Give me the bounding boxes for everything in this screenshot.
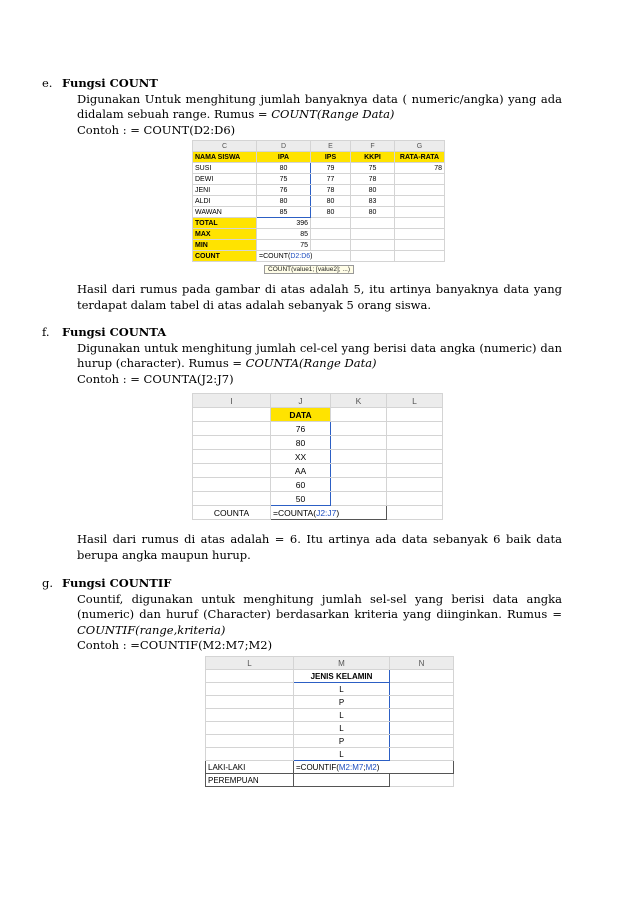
count-column-header-row (193, 141, 445, 152)
cell: L (294, 748, 390, 761)
cell: L (294, 722, 390, 735)
count-label: COUNT (193, 251, 257, 262)
cell: L (294, 709, 390, 722)
cell: 80 (351, 207, 395, 218)
countif-rumus-line (77, 623, 562, 639)
countif-formula-cell[interactable]: =COUNTIF(M2:M7;M2) (294, 761, 454, 774)
formula-range: D2:D6 (290, 252, 311, 260)
cell: WAWAN (193, 207, 257, 218)
table-row (206, 696, 454, 709)
countif-letter: g. (42, 576, 54, 590)
countif-title: Fungsi COUNTIF (62, 576, 172, 590)
col-header: L (206, 657, 294, 670)
count-formula-cell[interactable]: =COUNT(D2:D6) (257, 251, 351, 262)
cell: XX (271, 450, 331, 464)
header-cell: IPA (257, 152, 311, 163)
formula-tooltip: COUNT(value1; [value2]; ...) (264, 265, 354, 274)
counta-spreadsheet (192, 393, 443, 520)
counta-heading (42, 325, 562, 341)
col-header: E (311, 141, 351, 152)
counta-column-header-row (193, 394, 443, 408)
count-description: Digunakan Untuk menghitung jumlah banyaknya data ( numeric/angka) yang ada didalam sebuah range. Rumus = COUNT(Range Data) (77, 91, 562, 121)
cell (395, 196, 445, 207)
formula-range: M2:M7 (338, 762, 364, 772)
table-row (193, 436, 443, 450)
counta-rumus: COUNTA(Range Data) (245, 356, 377, 370)
cell: 76 (271, 422, 331, 436)
cell: 78 (395, 163, 445, 174)
header-cell: KKPI (351, 152, 395, 163)
col-header: K (331, 394, 387, 408)
table-row (193, 163, 445, 174)
table-row (193, 450, 443, 464)
summary-label: MAX (193, 229, 257, 240)
count-rumus: COUNT(Range Data) (271, 107, 395, 121)
col-header: N (390, 657, 454, 670)
cell: 80 (257, 196, 311, 207)
cell: P (294, 696, 390, 709)
cell: 80 (311, 207, 351, 218)
counta-result-text: Hasil dari rumus di atas adalah = 6. Itu artinya ada data sebanyak 6 baik data berupa angka maupun hurup. (77, 532, 562, 562)
perempuan-label: PEREMPUAN (206, 774, 294, 787)
counta-label: COUNTA (193, 506, 271, 520)
countif-contoh: Contoh : =COUNTIF(M2:M7;M2) (77, 638, 273, 652)
table-row (206, 709, 454, 722)
summary-value: 75 (257, 240, 311, 251)
cell: 78 (351, 174, 395, 185)
summary-label: MIN (193, 240, 257, 251)
cell: 80 (351, 185, 395, 196)
table-row (193, 492, 443, 506)
counta-formula-cell[interactable]: =COUNTA(J2:J7) (271, 506, 387, 520)
table-row (193, 207, 445, 218)
summary-value: 396 (257, 218, 311, 229)
col-header: L (387, 394, 443, 408)
cell: P (294, 735, 390, 748)
cell: 76 (257, 185, 311, 196)
cell: L (294, 683, 390, 696)
table-row (193, 422, 443, 436)
cell: AA (271, 464, 331, 478)
col-header: G (395, 141, 445, 152)
cell (395, 207, 445, 218)
cell: 79 (311, 163, 351, 174)
col-header: C (193, 141, 257, 152)
countif-header-row (206, 670, 454, 683)
laki-laki-label: LAKI-LAKI (206, 761, 294, 774)
cell: JENI (193, 185, 257, 196)
cell (395, 174, 445, 185)
cell: 75 (257, 174, 311, 185)
formula-row (193, 251, 445, 262)
header-cell: RATA-RATA (395, 152, 445, 163)
counta-contoh: Contoh : = COUNTA(J2:J7) (77, 371, 234, 386)
section-countif (42, 576, 562, 654)
cell: 50 (271, 492, 331, 506)
col-header: J (271, 394, 331, 408)
counta-letter: f. (42, 325, 50, 339)
countif-rumus: COUNTIF(range,kriteria) (77, 622, 226, 637)
formula-range: J2:J7 (316, 507, 337, 518)
col-header: F (351, 141, 395, 152)
table-row (193, 196, 445, 207)
counta-description: Digunakan untuk menghitung jumlah cel-cel yang berisi data angka (numeric) dan hurup (character). Rumus = COUNTA(Range Data) (77, 340, 562, 370)
table-row (206, 722, 454, 735)
count-heading (42, 76, 562, 92)
cell (395, 185, 445, 196)
col-header: I (193, 394, 271, 408)
table-row (193, 185, 445, 196)
counta-result (62, 532, 562, 563)
summary-row (193, 229, 445, 240)
section-counta (42, 325, 562, 387)
summary-label: TOTAL (193, 218, 257, 229)
count-header-row (193, 152, 445, 163)
header-cell: IPS (311, 152, 351, 163)
formula-criteria: M2 (365, 762, 377, 772)
table-row (193, 174, 445, 185)
formula-row (193, 506, 443, 520)
cell: 77 (311, 174, 351, 185)
counta-title: Fungsi COUNTA (62, 325, 167, 339)
table-row (193, 478, 443, 492)
table-row (193, 464, 443, 478)
count-contoh: Contoh : = COUNT(D2:D6) (77, 122, 236, 137)
summary-row (193, 218, 445, 229)
formula-row (206, 761, 454, 774)
col-header: M (294, 657, 390, 670)
cell: 85 (257, 207, 311, 218)
section-count (42, 76, 562, 138)
cell: 75 (351, 163, 395, 174)
summary-value: 85 (257, 229, 311, 240)
table-row (206, 774, 454, 787)
summary-row (193, 240, 445, 251)
table-row (206, 735, 454, 748)
countif-description: Countif, digunakan untuk menghitung jumlah sel-sel yang berisi data angka (numeric) dan huruf (Character) berdasarkan kriteria yang diinginkan. Rumus = (77, 591, 562, 621)
count-title: Fungsi COUNT (62, 76, 158, 90)
table-row (206, 748, 454, 761)
cell: 60 (271, 478, 331, 492)
count-result-text: Hasil dari rumus pada gambar di atas adalah 5, itu artinya banyaknya data yang terdapat dalam tabel di atas adalah sebanyak 5 orang siswa. (77, 282, 562, 312)
cell: SUSI (193, 163, 257, 174)
cell: 80 (271, 436, 331, 450)
countif-spreadsheet (205, 656, 454, 787)
count-letter: e. (42, 76, 53, 90)
cell: 83 (351, 196, 395, 207)
cell: DEWI (193, 174, 257, 185)
cell: 78 (311, 185, 351, 196)
count-spreadsheet (192, 140, 445, 273)
cell: ALDI (193, 196, 257, 207)
cell: 80 (257, 163, 311, 174)
table-row (206, 683, 454, 696)
cell: 80 (311, 196, 351, 207)
counta-header-row (193, 408, 443, 422)
jenis-kelamin-header: JENIS KELAMIN (294, 670, 390, 683)
countif-column-header-row (206, 657, 454, 670)
header-cell: NAMA SISWA (193, 152, 257, 163)
col-header: D (257, 141, 311, 152)
data-header: DATA (271, 408, 331, 422)
count-result (62, 282, 562, 313)
countif-heading (42, 576, 562, 592)
